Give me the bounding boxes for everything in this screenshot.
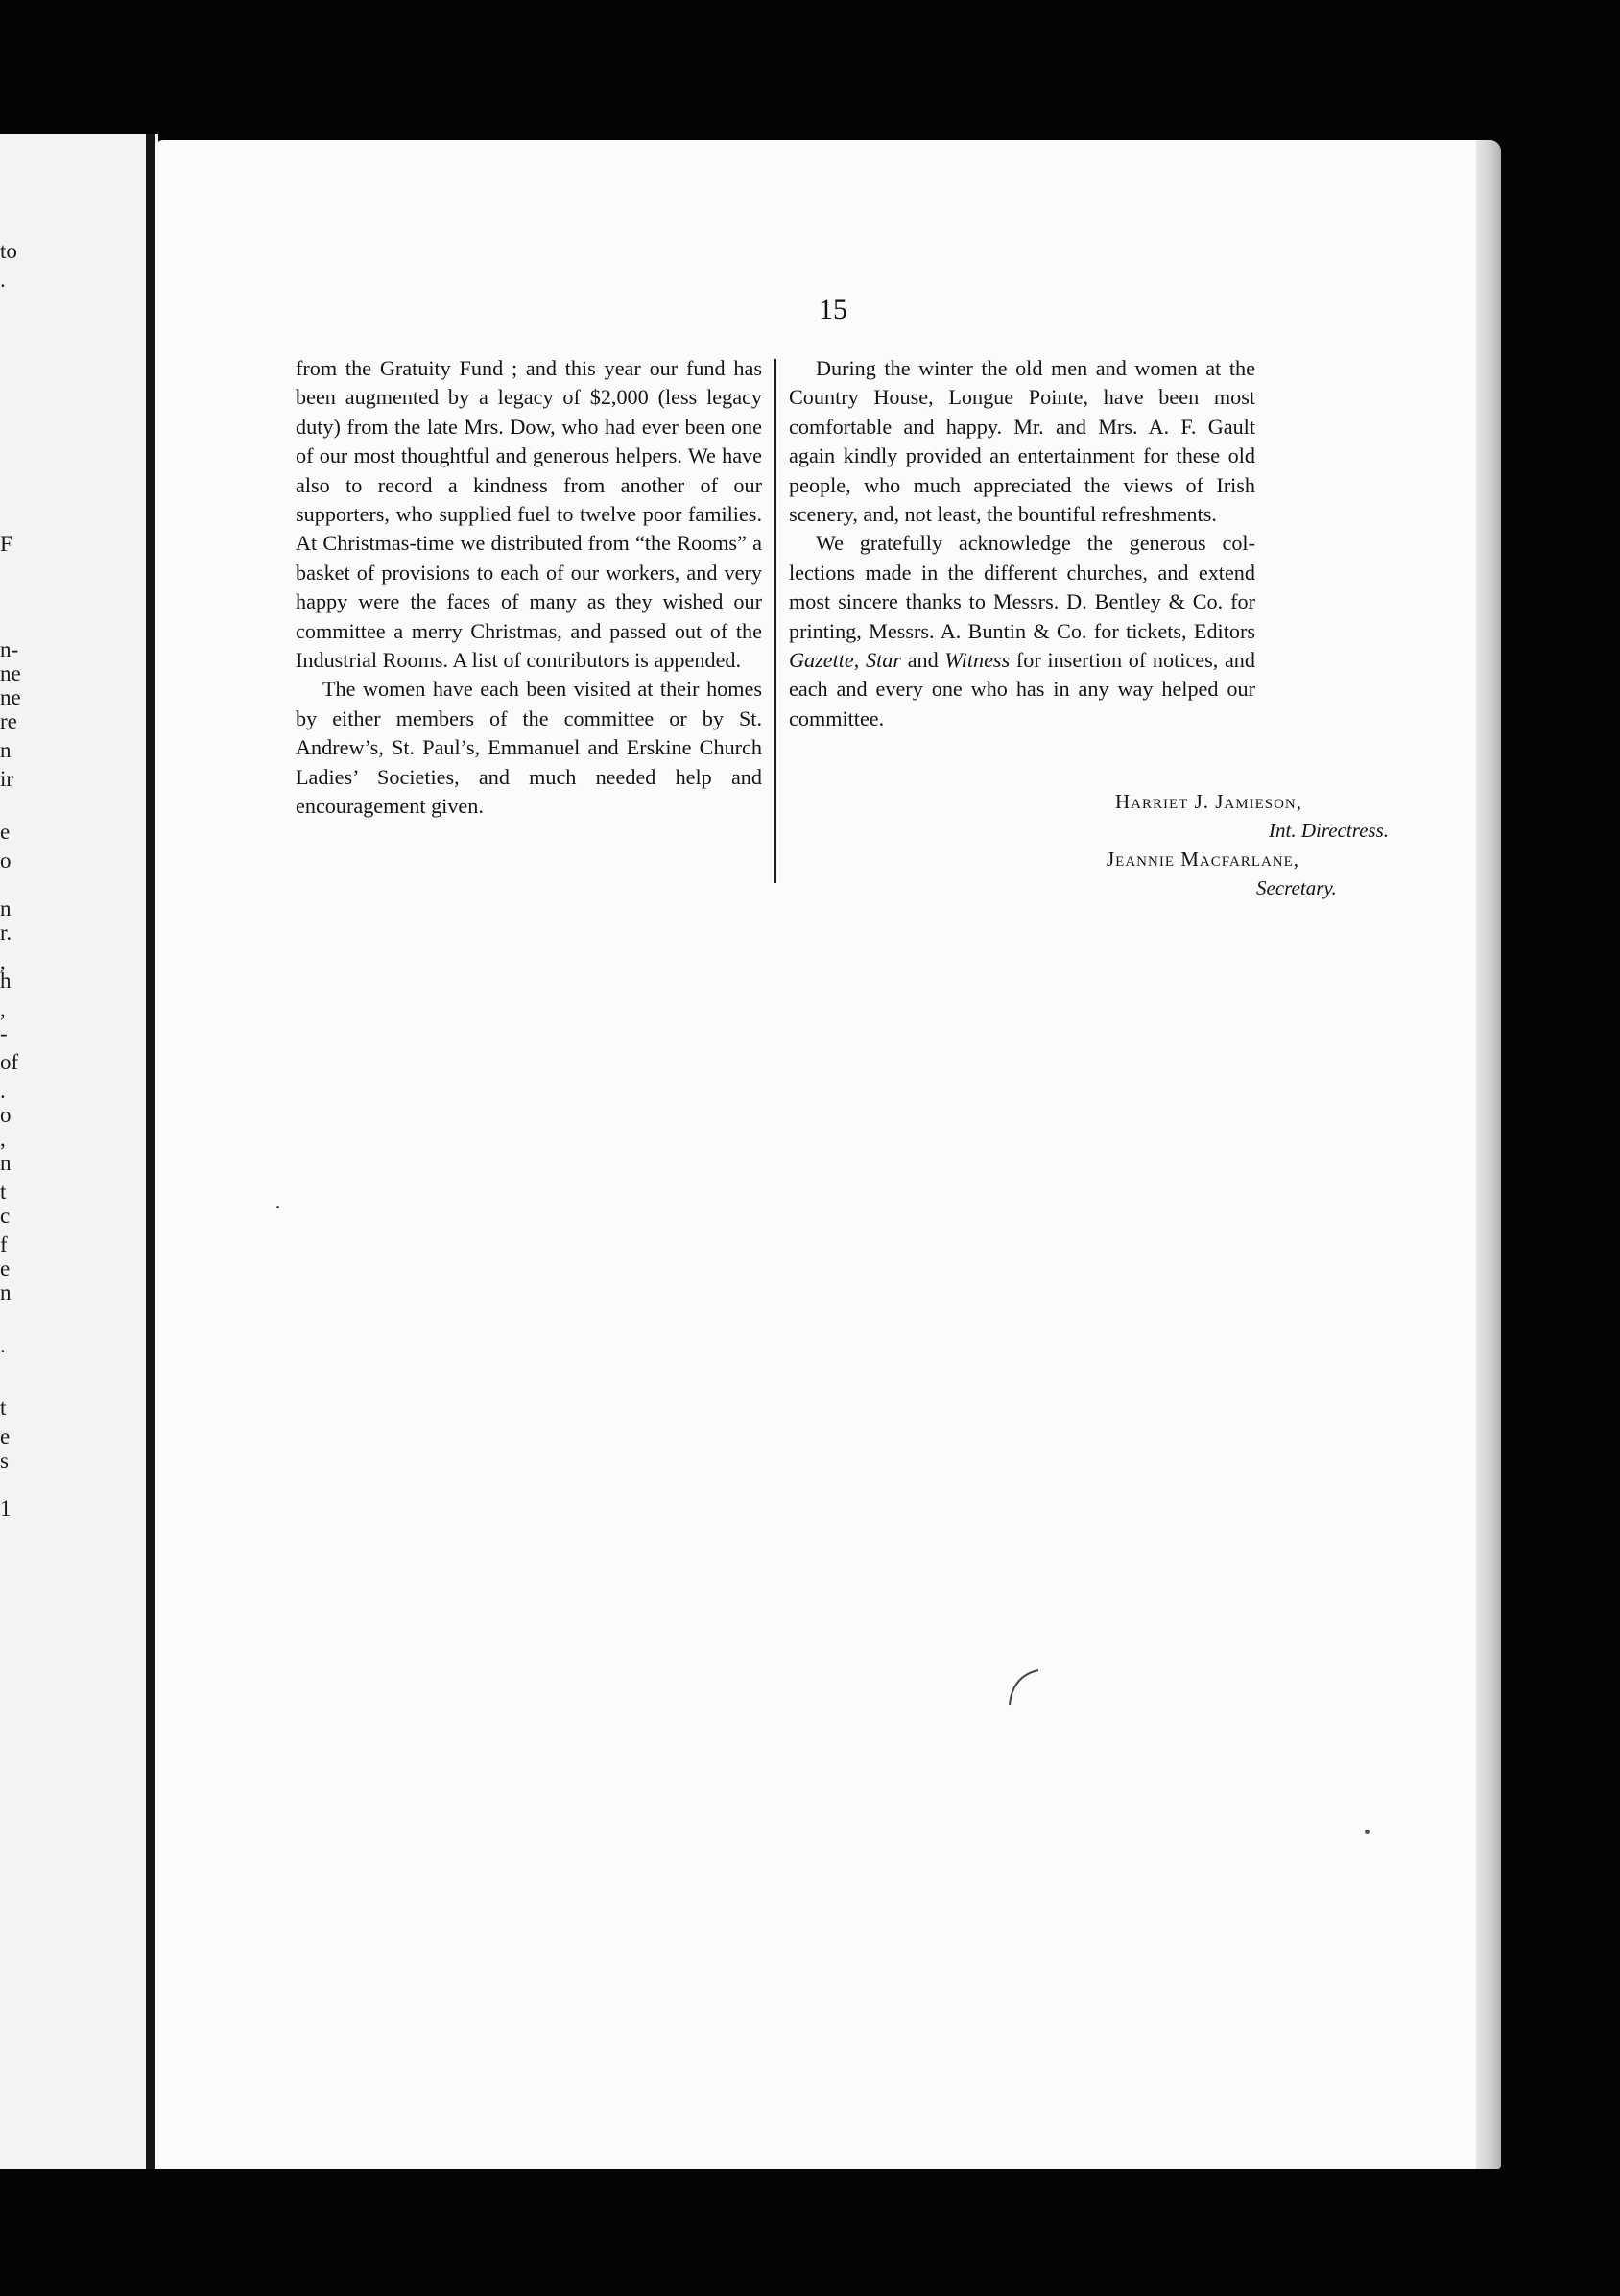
left-page-edge <box>0 134 158 2169</box>
edge-fragment: r. <box>0 921 12 945</box>
thanks-sep-2: and <box>901 648 945 673</box>
right-column <box>789 354 1255 733</box>
edge-fragment: . <box>0 1079 6 1103</box>
edge-fragment: n <box>0 1280 12 1304</box>
edge-fragment: , <box>0 997 6 1021</box>
signature-name-jamieson: Harriet J. Jamieson, <box>1115 790 1303 813</box>
signature-name-macfarlane: Jeannie Macfarlane, <box>1107 848 1300 871</box>
gazette-title: Gazette <box>789 648 854 673</box>
thanks-text-1: We gratefully acknowledge the generous collections made in the different churches, and extend most sincere thanks to Messrs. D. Bentley & Co. for printing, Messrs. A. Buntin & Co. for tickets, Editors <box>789 531 1255 643</box>
page-fore-edge <box>1476 140 1501 2169</box>
edge-fragment: of <box>0 1050 19 1074</box>
edge-fragment: n <box>0 738 12 762</box>
edge-fragment: , <box>0 1127 6 1151</box>
edge-fragment: ne <box>0 661 21 685</box>
signature-title-directress: Int. Directress. <box>1269 819 1390 842</box>
edge-fragment: re <box>0 709 17 733</box>
edge-fragment: to <box>0 239 17 263</box>
binding-gutter <box>146 134 155 2169</box>
page-15 <box>155 140 1501 2169</box>
speck-2 <box>276 1206 279 1208</box>
edge-fragment: F <box>0 532 12 556</box>
edge-fragment: , <box>0 949 6 973</box>
edge-fragment: . <box>0 1333 6 1357</box>
left-column <box>296 354 762 822</box>
edge-fragment: n <box>0 1151 12 1175</box>
edge-fragment: e <box>0 1424 11 1448</box>
edge-fragment: o <box>0 849 12 873</box>
edge-fragment: n <box>0 897 12 921</box>
edge-fragment: h <box>0 969 12 993</box>
edge-fragment: c <box>0 1204 11 1228</box>
edge-fragment: ne <box>0 685 21 709</box>
edge-fragment: . <box>0 268 6 292</box>
edge-fragment: 1 <box>0 1496 12 1520</box>
column-divider <box>774 359 776 883</box>
edge-fragment: t <box>0 1396 7 1420</box>
pencil-mark <box>1000 1666 1058 1714</box>
right-paragraph-1: During the winter the old men and women at the Country House, Longue Pointe, have been most comfortable and happy. Mr. and Mrs. A. F. Gault again kindly provided an entertainment for these old people, who much appreciated the views of Irish scenery, and, not least, the bountiful refreshments. <box>789 356 1255 527</box>
edge-fragment: f <box>0 1232 8 1256</box>
page-number: 15 <box>819 294 847 325</box>
witness-title: Witness <box>944 648 1011 673</box>
edge-fragment: - <box>0 1021 8 1045</box>
left-paragraph-1: from the Gratuity Fund ; and this year our fund has been augmented by a legacy of $2,000 (less legacy duty) from the late Mrs. Dow, who had ever been one of our most thoughtful and generous helpers. We have also to record a kindness from another of our supporters, who supplied fuel to twelve poor families. At Christmas-time we distributed from “the Rooms” a basket of provisions to each of our workers, and very happy were the faces of many as they wished our committee a merry Christmas, and passed out of the Industrial Rooms. A list of contributors is appended. <box>296 356 762 673</box>
edge-fragment: n- <box>0 637 19 661</box>
speck-1 <box>1365 1830 1370 1834</box>
right-paragraph-2 <box>789 529 1255 733</box>
edge-fragment: o <box>0 1103 12 1127</box>
edge-fragment: s <box>0 1448 9 1472</box>
edge-fragment: e <box>0 820 11 844</box>
thanks-text-2: for insertion of notices, and each and every one who has in any way helped our committee. <box>789 648 1255 730</box>
edge-fragment: ir <box>0 767 14 791</box>
edge-fragment: t <box>0 1180 7 1204</box>
thanks-sep-1: , <box>853 648 867 673</box>
signature-title-secretary: Secretary. <box>1256 876 1337 899</box>
edge-fragment: e <box>0 1256 11 1280</box>
star-title: Star <box>866 648 902 673</box>
left-paragraph-2: The women have each been visited at their homes by either members of the committee or by St. Andrew’s, St. Paul’s, Emmanuel and Erskine Church Ladies’ Societies, and much needed help and encouragement given. <box>296 677 762 819</box>
